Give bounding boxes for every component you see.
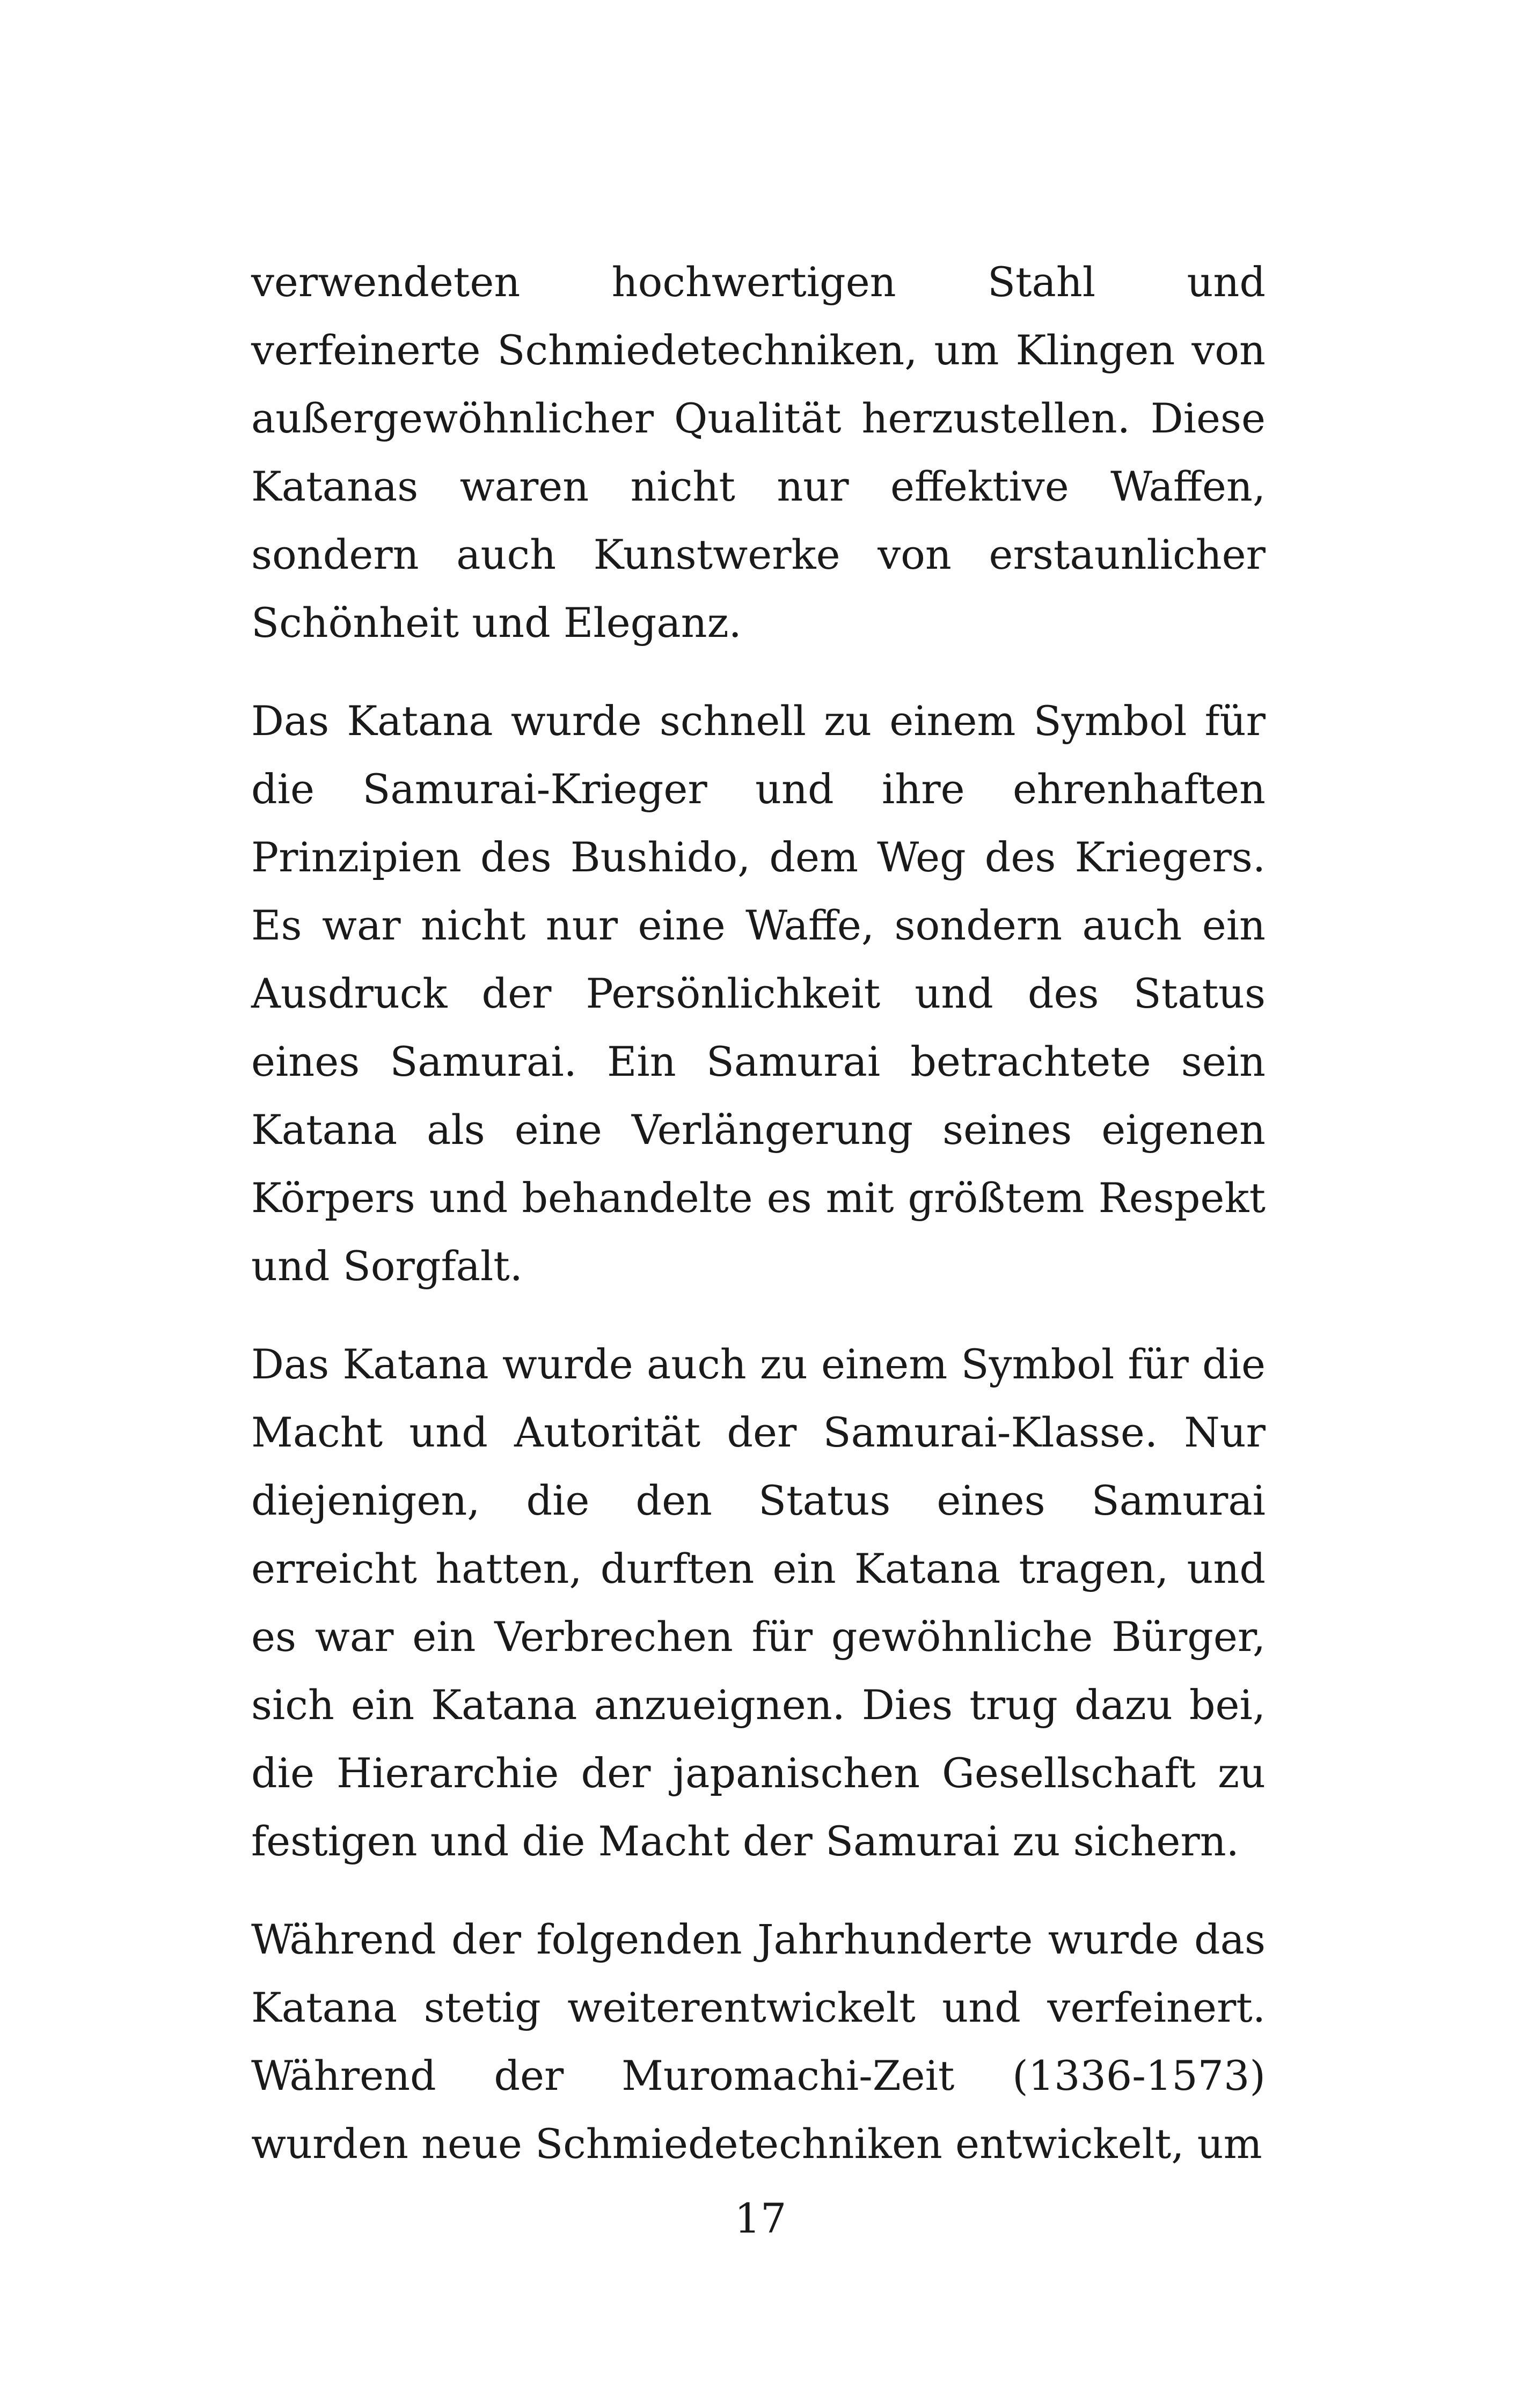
paragraph: verwendeten hochwertigen Stahl und verfeinerte Schmiedetechniken, um Klingen von außergewöhnlicher Qualität herzustellen. Diese Katanas waren nicht nur effektive Waffen, sondern auch Kunstwerke von erstaunlicher Schönheit und Eleganz. <box>251 258 1266 647</box>
body-text <box>251 248 1266 2178</box>
paragraph: Während der folgenden Jahrhunderte wurde das Katana stetig weiterentwickelt und verfeinert. Während der Muromachi-Zeit (1336-1573) wurden neue Schmiedetechniken entwickelt, um <box>251 1915 1266 2168</box>
page-number: 17 <box>734 2194 787 2242</box>
paragraph: Das Katana wurde auch zu einem Symbol für die Macht und Autorität der Samurai-Klasse. Nur diejenigen, die den Status eines Samurai erreicht hatten, durften ein Katana tragen, und es war ein Verbrechen für gewöhnliche Bürger, sich ein Katana anzueignen. Dies trug dazu bei, die Hierarchie der japanischen Gesellschaft zu festigen und die Macht der Samurai zu sichern. <box>251 1340 1266 1865</box>
paragraph: Das Katana wurde schnell zu einem Symbol für die Samurai-Krieger und ihre ehrenhaften Prinzipien des Bushido, dem Weg des Kriegers. Es war nicht nur eine Waffe, sondern auch ein Ausdruck der Persönlichkeit und des Status eines Samurai. Ein Samurai betrachtete sein Katana als eine Verlängerung seines eigenen Körpers und behandelte es mit größtem Respekt und Sorgfalt. <box>251 697 1266 1290</box>
